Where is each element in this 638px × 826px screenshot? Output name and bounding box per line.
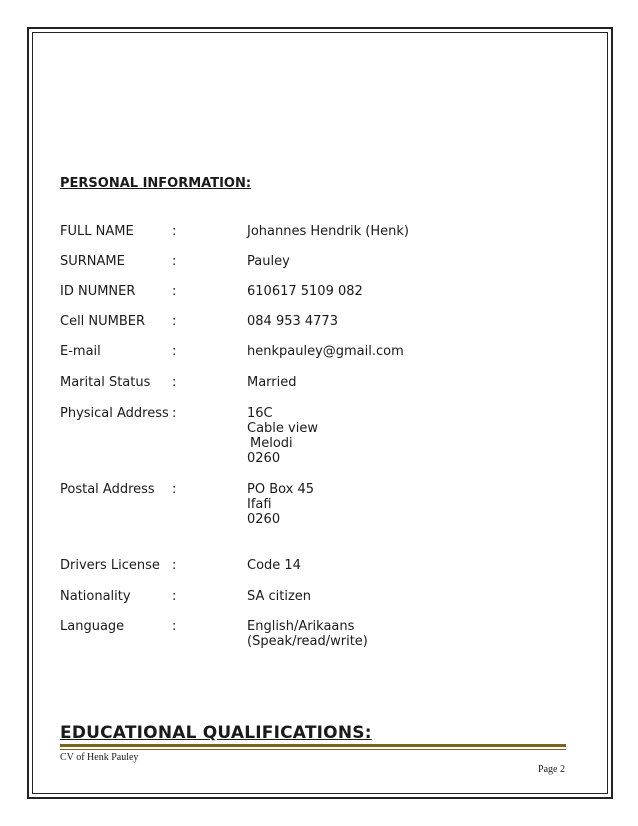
info-label: FULL NAME [60,224,134,239]
info-value: 084 953 4773 [247,314,338,329]
info-colon: : [172,558,177,573]
info-colon: : [172,406,177,421]
info-value: Pauley [247,254,290,269]
info-label: E-mail [60,344,101,359]
footer-rule-thin [60,749,566,750]
info-colon: : [172,482,177,497]
info-label: Marital Status [60,375,151,390]
footer-document-title: CV of Henk Pauley [60,752,139,763]
footer-rule-thick [60,744,566,747]
info-label: ID NUMNER [60,284,136,299]
info-label: Physical Address [60,406,169,421]
educational-qualifications-heading: EDUCATIONAL QUALIFICATIONS: [60,723,372,743]
info-colon: : [172,344,177,359]
info-colon: : [172,284,177,299]
info-value: English/Arikaans (Speak/read/write) [247,619,368,649]
info-label: Drivers License [60,558,160,573]
info-value: 16C Cable view Melodi 0260 [247,406,318,466]
info-colon: : [172,224,177,239]
info-value: PO Box 45 Ifafi 0260 [247,482,315,527]
info-value: henkpauley@gmail.com [247,344,404,359]
info-label: Cell NUMBER [60,314,146,329]
info-label: Postal Address [60,482,155,497]
info-colon: : [172,619,177,634]
info-label: Nationality [60,589,131,604]
info-value: 610617 5109 082 [247,284,363,299]
info-value: Code 14 [247,558,301,573]
info-value: SA citizen [247,589,312,604]
info-label: Language [60,619,125,634]
personal-information-heading: PERSONAL INFORMATION: [60,176,252,191]
info-label: SURNAME [60,254,125,269]
info-value: Married [247,375,297,390]
info-colon: : [172,254,177,269]
info-colon: : [172,314,177,329]
info-value: Johannes Hendrik (Henk) [247,224,409,239]
info-colon: : [172,375,177,390]
footer-page-number: Page 2 [538,764,565,775]
info-colon: : [172,589,177,604]
